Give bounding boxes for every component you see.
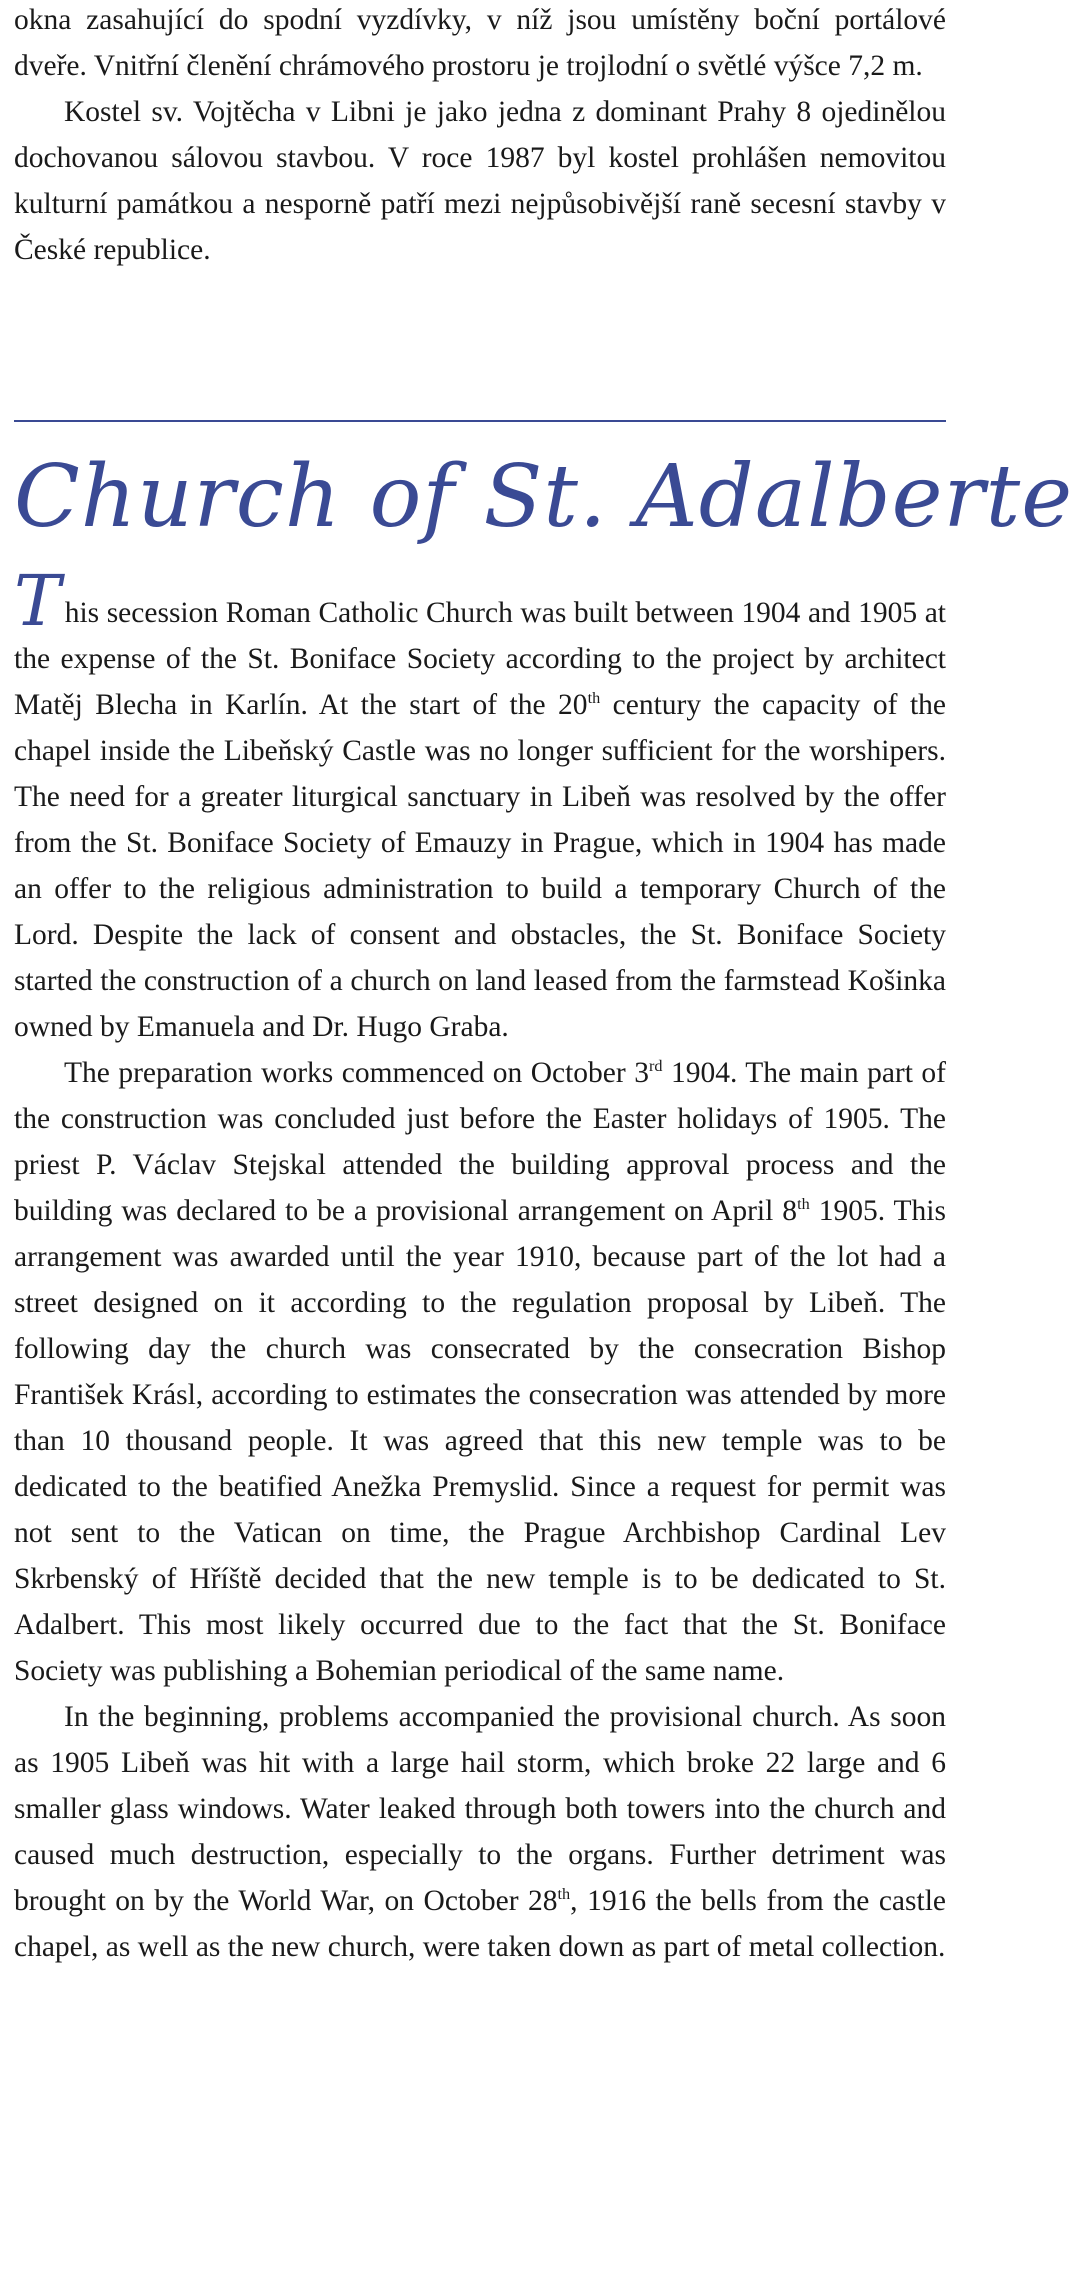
section-heading: Church of St. Adalberte [14, 447, 1073, 547]
drop-cap: T [14, 560, 61, 642]
paragraph-text: 1905. This arrangement was awarded until the year 1910, because part of the lot had a street designed on it according to the regulation proposal by Libeň. The following day the church was consecrated by the consecration Bishop František Krásl, according to estimates the consecration was attended by more than 10 thousand people. It was agreed that this new temple was to be dedicated to the beatified Anežka Premyslid. Since a request for permit was not sent to the Vatican on time, the Prague Archbishop Cardinal Lev Skrbenský of Hříště decided that the new temple is to be dedicated to St. Adalbert. This most likely occurred due to the fact that the St. Boniface Society was publishing a Bohemian periodical of the same name. [14, 1195, 946, 1687]
section-divider [14, 420, 946, 422]
paragraph-text: 1904. The main part of the construction was concluded just before the Easter holidays of 1905. The priest P. Václav Stejskal attended the building approval process and the building was declared to be a provisional arrangement on April 8 [14, 1057, 946, 1227]
paragraph-text: In the beginning, problems accompanied the provisional church. As soon as 1905 Libeň was hit with a large hail storm, which broke 22 large and 6 smaller glass windows. Water leaked through both towers into the church and caused much destruction, especially to the organs. Further detriment was brought on by the World War, on October 28 [14, 1701, 946, 1917]
czech-paragraph-2: Kostel sv. Vojtěcha v Libni je jako jedna z dominant Prahy 8 ojedinělou dochovanou sálovou stavbou. V roce 1987 byl kostel prohlášen nemovitou kulturní památkou a nesporně patří mezi nejpůsobivější raně secesní stavby v České republice. [14, 96, 946, 266]
english-paragraph-3 [14, 1694, 946, 1970]
paragraph-text: The preparation works commenced on October 3 [64, 1057, 649, 1089]
ordinal-suffix: th [557, 1885, 571, 1904]
paragraph-text: , 1916 the bells from the castle chapel, as well as the new church, were taken down as part of metal collection. [14, 1885, 946, 1963]
paragraph-text: his secession Roman Catholic Church was built between 1904 and 1905 at the expense of the St. Boniface Society according to the project by architect Matěj Blecha in Karlín. At the start of the 20 [14, 597, 946, 721]
czech-paragraph-1: okna zasahující do spodní vyzdívky, v níž jsou umístěny boční portálové dveře. Vnitřní členění chrámového prostoru je trojlodní o světlé výšce 7,2 m. [14, 4, 946, 82]
english-paragraph-2 [14, 1050, 946, 1694]
paragraph-text: century the capacity of the chapel inside the Libeňský Castle was no longer sufficient for the worshipers. The need for a greater liturgical sanctuary in Libeň was resolved by the offer from the St. Boniface Society of Emauzy in Prague, which in 1904 has made an offer to the religious administration to build a temporary Church of the Lord. Despite the lack of consent and obstacles, the St. Boniface Society started the construction of a church on land leased from the farmstead Košinka owned by Emanuela and Dr. Hugo Graba. [14, 689, 946, 1043]
english-section [14, 560, 946, 1970]
ordinal-suffix: rd [648, 1057, 663, 1076]
czech-section [14, 0, 946, 273]
english-paragraph-1 [14, 560, 946, 1050]
ordinal-suffix: th [797, 1195, 810, 1214]
ordinal-suffix: th [587, 689, 601, 708]
